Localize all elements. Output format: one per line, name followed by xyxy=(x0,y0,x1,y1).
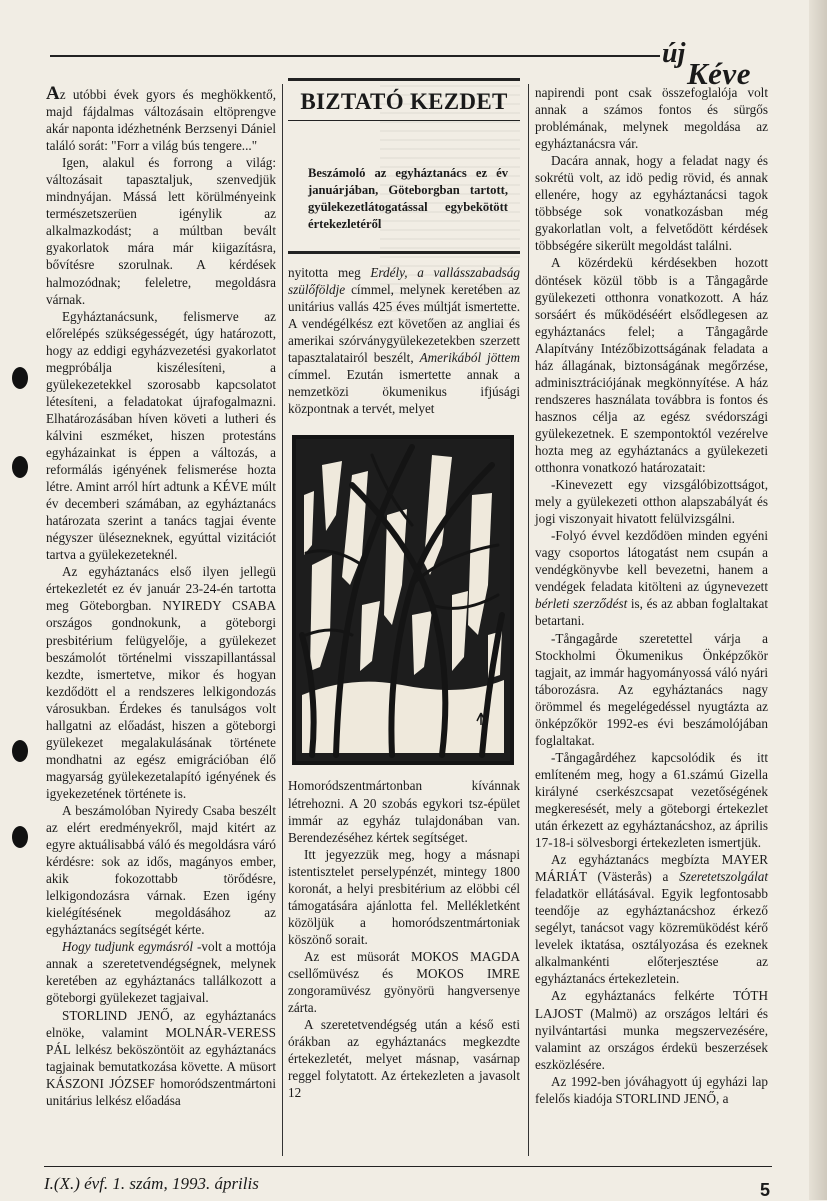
drop-cap: A xyxy=(46,83,60,104)
paragraph: Az utóbbi évek gyors és meghökkentő, majd fájdalmas változásain eltöprengve akár naponta idézhetnénk Berzsenyi Dániel találó sorát: "Forr a világ bús tengere..." xyxy=(46,83,276,154)
article-lead: Beszámoló az egyháztanács ez év januárjában, Göteborgban tartott, gyülekezetlátogatással egybekötött értekezletéről xyxy=(308,166,508,232)
column-divider xyxy=(282,84,283,1156)
paragraph: STORLIND JENŐ, az egyháztanács elnöke, valamint MOLNÁR-VERESS PÁL lelkész beköszöntöit az egyháztanács tagjainak bemutatkozása követte. A müsort KÁSZONI JÓZSEF homoródszentmártoni unitárius lelkész előadása xyxy=(46,1007,276,1108)
paragraph: -Kinevezett egy vizsgálóbizottságot, mely a gyülekezeti otthon alapszabályát és jogi viszonyait hivatott felülvizsgálni. xyxy=(535,477,768,527)
column-3 xyxy=(535,84,768,1107)
paragraph: napirendi pont csak összefoglalója volt annak a számos fontos és sürgős problémának, melynek megoldása az egyháztanácsra vár. xyxy=(535,85,768,152)
page-number: 5 xyxy=(760,1180,771,1200)
paragraph: Az egyháztanács első ilyen jellegü értekezletét ez év január 23-24-én tartotta meg Göteborgban. NYIREDY CSABA országos gondnokunk, a göteborgi presbitérium felügyelője, a gyülekezet beszámolót történelmi visszapillantással kezdte, ismertetve, mikor és hogyan kezdődött el a rendszeres lelkigondozás városukban. Érdekes és tanulságos volt hallgatni az előadást, hiszen a göteborgi gyülekezet megalakulásának története mondhatni az egész emigrációban élő magyarság gyülekezetalapító igényének és igyekezetének története is. xyxy=(46,564,276,801)
column-2 xyxy=(288,78,520,1101)
paragraph: Az egyháztanács megbízta MAYER MÁRIÁT (Västerås) a Szeretetszolgálat feladatkör ellátásával. Egyik legfontosabb teendője az egyháztanácshoz érkező segélyt, tanácsot vagy közremüködést kérő levelek iktatása, osztályozása és ezeknek alkalmankénti előterjesztése az egyháztanács értekezletein. xyxy=(535,852,768,987)
paragraph: Hogy tudjunk egymásról -volt a mottója annak a szeretetvendégségnek, melynek keretében az egyháztanács tallálkozott a göteborgi gyülekezet tagjaival. xyxy=(46,939,276,1006)
lead-rule xyxy=(288,251,520,254)
column-divider xyxy=(528,84,529,1156)
logo-uj: új xyxy=(662,38,686,69)
paragraph: A beszámolóban Nyiredy Csaba beszélt az elért eredményekről, majd kitért az egyre aktuálisabbá váló és megoldásra váró kérdésre: sok az idős, magányos ember, akik fokozottabb törődésre, lelkigondozásra várnak. Ezen igény kielégítésének megoldásához az egyháztanács segítségét kérte. xyxy=(46,802,276,938)
footer-rule xyxy=(44,1166,772,1167)
paragraph: Igen, alakul és forrong a világ: változásait tapasztaljuk, szenvedjük mindnyájan. Mássá lett körülményeink természetszerüen igénylik az alkalmazkodást; a múltban bevált gyakorlatok mára már kiigazításra, bővítésre szorulnak. A kérdések halmozódnak; feleletre, megoldásra várnak. xyxy=(46,155,276,307)
paragraph: Az egyháztanács felkérte TÓTH LAJOST (Malmö) az országos leltári és nyilvántartási munka megszervezésére, valamint az országos érdekü beszerzések eszközlésére. xyxy=(535,988,768,1072)
paragraph: Az est müsorát MOKOS MAGDA csellőmüvész és MOKOS IMRE zongoramüvész gyönyörü hangversenye zárta. xyxy=(288,948,520,1016)
paragraph: nyitotta meg Erdély, a vallásszabadság szülőföldje címmel, melynek keretében az unitárius vallás 425 éves múltját ismertette. A vendégélkész ezt követően az angliai és amerikai szórványgyülekezetekben szerzett tapasztalatairól beszélt, Amerikából jöttem címmel. Ezután ismertette annak a nemzetközi ökumenikus ifjúsági központnak a tervét, melyet xyxy=(288,265,520,417)
paragraph: A szeretetvendégség után a késő esti órákban az egyháztanács megkezdte értekezletét, melyet másnap, vasárnap reggel folytatott. Az értekezleten a javasolt 12 xyxy=(288,1017,520,1101)
header-rule xyxy=(50,55,660,57)
paragraph: -Tångagårdéhez kapcsolódik és itt említeném meg, hogy a 61.számú Gizella királyné cserkészcsapat vezetőségének megkeresését, mely a göteborgi értekezlet után érkezett az egyháztanácshoz, az április 17-18-i sölvesborgi értekezleten ismertjük. xyxy=(535,749,768,851)
paragraph: Egyháztanácsunk, felismerve az előrelépés szükségességét, úgy határozott, hogy az eddigi egyházvezetési gyakorlatot megpróbálja kiszélesíteni, a gyülekezetekkel szorosabb kapcsolatot létesíteni, a feladatokat újrafogalmazni. Elhatározásában híven követi a lutheri és kálvini eszméket, hiszen protestáns egyházainkat is éppen a változás, a reformálás igényének felismerése hozta létre. Amint arról hírt adtunk a KÉVE múlt év decemberi számában, az egyháztanács határozata szerint a tanács tagjai évente négyszer ülésezneknek, egyúttal vizitációt tartva a gyülekezeteknél. xyxy=(46,308,276,563)
woodcut-illustration xyxy=(292,435,514,765)
masthead-logo xyxy=(662,38,782,90)
paragraph: -Folyó évvel kezdődöen minden egyéni vagy csoportos látogatást nem csupán a vendégkönyvbe kell bevezetni, hanem a vendégek feladata kitölteni az úgynevezett bérleti szerződést is, és az abban foglaltakat betartani. xyxy=(535,528,768,629)
paragraph: -Tångagårde szeretettel várja a Stockholmi Ökumenikus Önképzőkör tagjait, az immár hagyományossá váló nyári táborozásra. Az egyháztanács nagy örömmel és megelégedéssel nyugtázta az önképzőkör 1992-es évi beszámolójában foglaltakat. xyxy=(535,630,768,748)
paragraph: Itt jegyezzük meg, hogy a másnapi istentisztelet perselypénzét, mintegy 1800 koronát, a helyi presbitérium az elöbbi cél támogatására ajánlotta fel. Mellékletként közöljük a homoródszentmártoniak köszönő sorait. xyxy=(288,846,520,947)
page-edge xyxy=(809,0,827,1200)
paragraph: Az 1992-ben jóváhagyott új egyházi lap felelős kiadója STORLIND JENŐ, a xyxy=(535,1073,768,1106)
logo-keve: Kéve xyxy=(687,56,751,91)
binder-hole xyxy=(12,740,28,762)
column-1 xyxy=(46,84,276,1109)
binder-hole xyxy=(12,367,28,389)
paragraph: A közérdekü kérdésekben hozott döntések közül több is a Tångagårde gyülekezeti otthonra vonatkozott. A ház sorsáért és működéséért elsődlegesen az egyháztanács felel; a Tångagårde Alapítvány Intézőbizottságának feladata a ház állagának, biztonságának megőrzése, adminisztrációjának megkönnyítése. A ház rendszeres használata továbbra is fontos és hasznos célja az egész svédországi gyülekezetnek. E szempontoktól vezérelve hozta meg az egyháztanács a gyülekezeti otthonra vonatkozó határozatait: xyxy=(535,255,768,476)
paragraph: Homoródszentmártonban kívánnak létrehozni. A 20 szobás egykori tsz-épület immár az egyház tulajdonában van. Berendezéséhez kértek segítséget. xyxy=(288,778,520,845)
article-title: BIZTATÓ KEZDET xyxy=(288,78,520,121)
issue-info: I.(X.) évf. 1. szám, 1993. április xyxy=(44,1174,259,1193)
binder-hole xyxy=(12,826,28,848)
binder-hole xyxy=(12,456,28,478)
paragraph: Dacára annak, hogy a feladat nagy és sokrétü volt, az idö pedig rövid, és annak ellenére, hogy az egyháztanácsi tagok többsége sok vonatkozásban még gyakorlatlan volt, a felvetődött kérdések többségére sikerült megoldást találni. xyxy=(535,153,768,254)
